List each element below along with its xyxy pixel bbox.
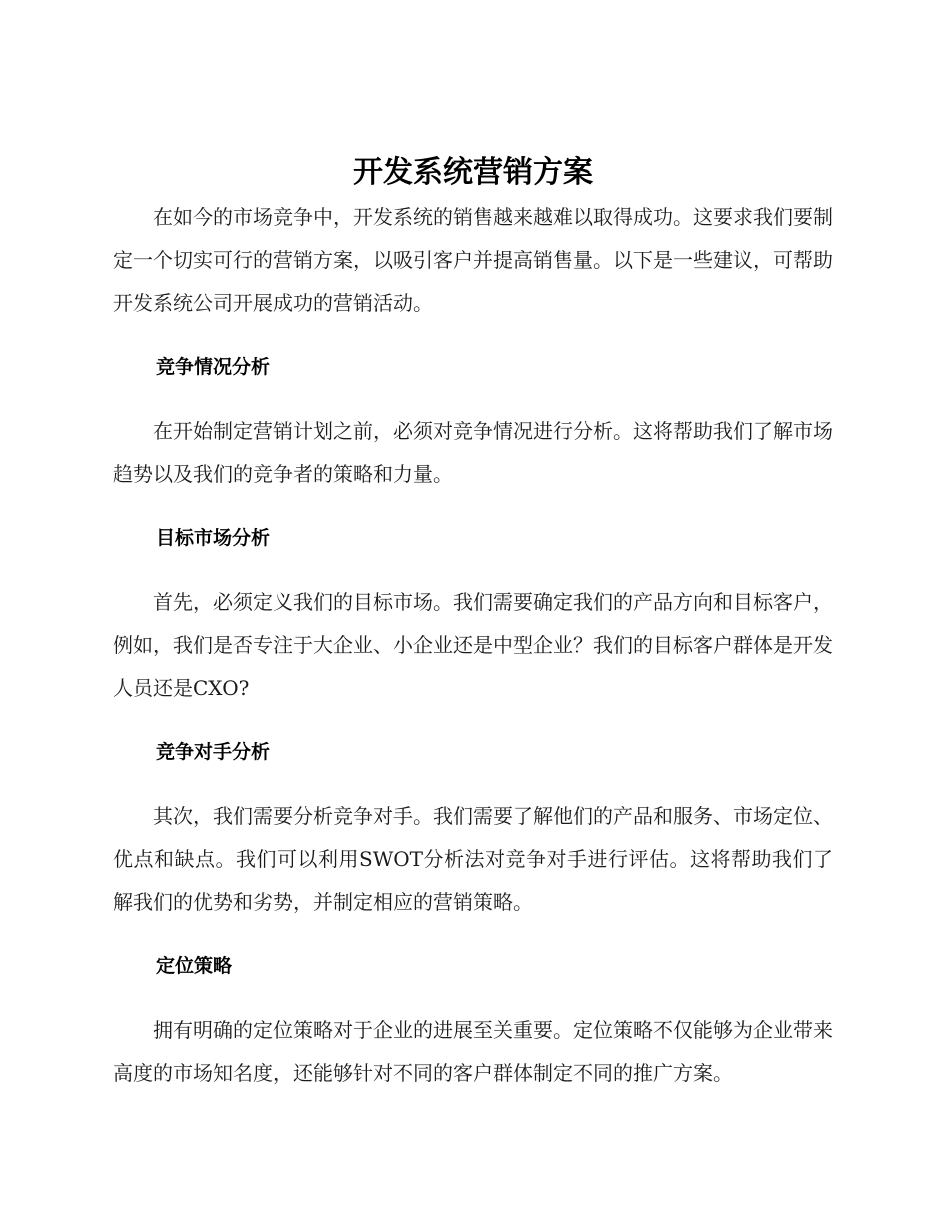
document-page	[113, 150, 833, 1095]
section-heading-competitors: 竞争对手分析	[156, 741, 271, 763]
section-body-target-market: 首先，必须定义我们的目标市场。我们需要确定我们的产品方向和目标客户，例如，我们是否专注于大企业、小企业还是中型企业？我们的目标客户群体是开发人员还是CXO?	[113, 590, 833, 700]
intro-paragraph: 在如今的市场竞争中，开发系统的销售越来越难以取得成功。这要求我们要制定一个切实可行的营销方案，以吸引客户并提高销售量。以下是一些建议，可帮助开发系统公司开展成功的营销活动。	[113, 205, 833, 315]
section-body-competitors: 其次，我们需要分析竞争对手。我们需要了解他们的产品和服务、市场定位、优点和缺点。我们可以利用SWOT分析法对竞争对手进行评估。这将帮助我们了解我们的优势和劣势，并制定相应的营销策略。	[113, 804, 833, 914]
section-heading-target-market: 目标市场分析	[156, 527, 271, 549]
section-body-competition: 在开始制定营销计划之前，必须对竞争情况进行分析。这将帮助我们了解市场趋势以及我们的竞争者的策略和力量。	[113, 419, 833, 486]
section-body-positioning: 拥有明确的定位策略对于企业的进展至关重要。定位策略不仅能够为企业带来高度的市场知名度，还能够针对不同的客户群体制定不同的推广方案。	[113, 1018, 833, 1085]
document-title: 开发系统营销方案	[353, 155, 593, 190]
section-heading-competition: 竞争情况分析	[156, 356, 271, 378]
section-heading-positioning: 定位策略	[156, 955, 233, 977]
